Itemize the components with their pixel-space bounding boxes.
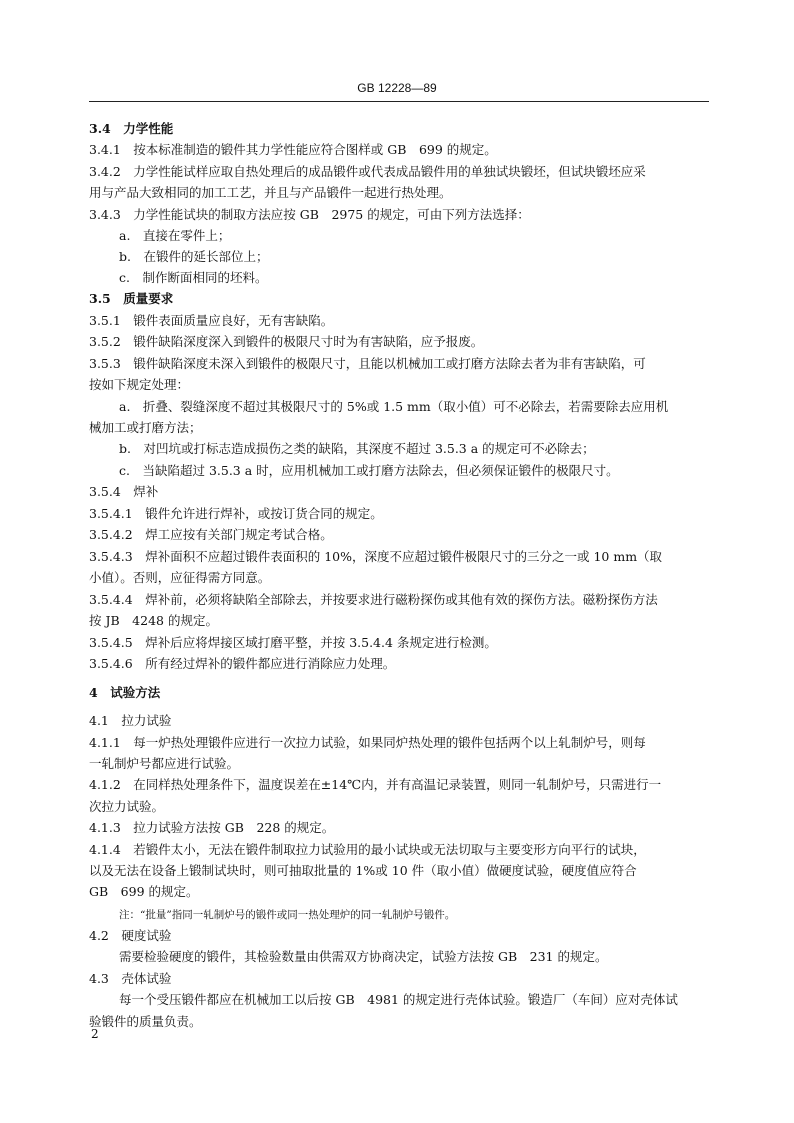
- clause-3-5-4-5: 3.5.4.5 焊补后应将焊接区域打磨平整，并按 3.5.4.4 条规定进行检测。: [89, 635, 497, 650]
- standard-header: GB 12228—89: [357, 81, 437, 95]
- header-rule: [89, 101, 709, 102]
- clause-3-4-2: 3.4.2 力学性能试样应取自热处理后的成品锻件或代表成品锻件用的单独试块锻坯，但试块锻坯应采: [89, 164, 646, 179]
- clause-3-5-4-3: 3.5.4.3 焊补面积不应超过锻件表面积的 10%，深度不应超过锻件极限尺寸的三分之一或 10 mm（取: [89, 549, 663, 564]
- page-number: 2: [91, 1027, 99, 1041]
- clause-4-3-body-cont: 验锻件的质量负责。: [89, 1014, 202, 1029]
- clause-4-2-body: 需要检验硬度的锻件，其检验数量由供需双方协商决定，试验方法按 GB 231 的规定。: [119, 949, 608, 964]
- list-item-c: c. 制作断面相同的坯料。: [119, 270, 268, 285]
- clause-4-3: 4.3 壳体试验: [89, 971, 172, 986]
- clause-4-2: 4.2 硬度试验: [89, 928, 172, 943]
- clause-4-1-2: 4.1.2 在同样热处理条件下，温度误差在±14℃内，并有高温记录装置，则同一轧制炉号，只需进行一: [89, 777, 662, 792]
- clause-3-4-2-cont: 用与产品大致相同的加工工艺，并且与产品锻件一起进行热处理。: [89, 185, 452, 200]
- clause-4-1-4: 4.1.4 若锻件太小，无法在锻件制取拉力试验用的最小试块或无法切取与主要变形方向平行的试块，: [89, 842, 646, 857]
- clause-4-1-1-cont: 一轧制炉号都应进行试验。: [89, 756, 240, 771]
- clause-4-1-4-cont: 以及无法在设备上锻制试块时，则可抽取批量的 1%或 10 件（取小值）做硬度试验，硬度值应符合: [89, 863, 637, 878]
- clause-3-5-3: 3.5.3 锻件缺陷深度未深入到锻件的极限尺寸，且能以机械加工或打磨方法除去者为非有害缺陷，可: [89, 356, 646, 371]
- clause-4-1-1: 4.1.1 每一炉热处理锻件应进行一次拉力试验，如果同炉热处理的锻件包括两个以上轧制炉号，则每: [89, 735, 646, 750]
- clause-3-5-3-cont: 按如下规定处理：: [89, 377, 190, 392]
- list-item-a: a. 折叠、裂缝深度不超过其极限尺寸的 5%或 1.5 mm（取小值）可不必除去，若需要除去应用机: [119, 399, 669, 414]
- clause-4-1: 4.1 拉力试验: [89, 713, 172, 728]
- clause-3-5-2: 3.5.2 锻件缺陷深度深入到锻件的极限尺寸时为有害缺陷，应予报废。: [89, 334, 484, 349]
- clause-3-5-4-6: 3.5.4.6 所有经过焊补的锻件都应进行消除应力处理。: [89, 656, 396, 671]
- clause-3-5-4-3-cont: 小值）。否则，应征得需方同意。: [89, 570, 271, 585]
- list-item-a-cont: 械加工或打磨方法；: [89, 420, 202, 435]
- clause-4-1-4-cont2: GB 699 的规定。: [89, 884, 199, 899]
- clause-3-5-4-4-cont: 按 JB 4248 的规定。: [89, 613, 218, 628]
- list-item-b: b. 对凹坑或打标志造成损伤之类的缺陷，其深度不超过 3.5.3 a 的规定可不必除去；: [119, 441, 595, 456]
- clause-3-5-4-1: 3.5.4.1 锻件允许进行焊补，或按订货合同的规定。: [89, 506, 383, 521]
- clause-3-5-1: 3.5.1 锻件表面质量应良好，无有害缺陷。: [89, 313, 334, 328]
- section-heading-3-4: 3.4 力学性能: [89, 121, 174, 136]
- section-heading-3-5: 3.5 质量要求: [89, 291, 174, 306]
- section-heading-4: 4 试验方法: [89, 685, 161, 700]
- clause-3-5-4: 3.5.4 焊补: [89, 484, 159, 499]
- note: 注：“批量”指同一轧制炉号的锻件或同一热处理炉的同一轧制炉号锻件。: [119, 909, 456, 921]
- list-item-b: b. 在锻件的延长部位上；: [119, 249, 269, 264]
- clause-4-3-body: 每一个受压锻件都应在机械加工以后按 GB 4981 的规定进行壳体试验。锻造厂（车间）应对壳体试: [119, 992, 678, 1007]
- clause-3-5-4-2: 3.5.4.2 焊工应按有关部门规定考试合格。: [89, 527, 333, 542]
- clause-3-4-1: 3.4.1 按本标准制造的锻件其力学性能应符合图样或 GB 699 的规定。: [89, 142, 497, 157]
- clause-4-1-2-cont: 次拉力试验。: [89, 799, 165, 814]
- clause-4-1-3: 4.1.3 拉力试验方法按 GB 228 的规定。: [89, 820, 335, 835]
- list-item-a: a. 直接在零件上；: [119, 228, 231, 243]
- clause-3-4-3: 3.4.3 力学性能试块的制取方法应按 GB 2975 的规定，可由下列方法选择：: [89, 207, 530, 222]
- list-item-c: c. 当缺陷超过 3.5.3 a 时，应用机械加工或打磨方法除去，但必须保证锻件的极限尺寸。: [119, 463, 619, 478]
- clause-3-5-4-4: 3.5.4.4 焊补前，必须将缺陷全部除去，并按要求进行磁粉探伤或其他有效的探伤方法。磁粉探伤方法: [89, 592, 658, 607]
